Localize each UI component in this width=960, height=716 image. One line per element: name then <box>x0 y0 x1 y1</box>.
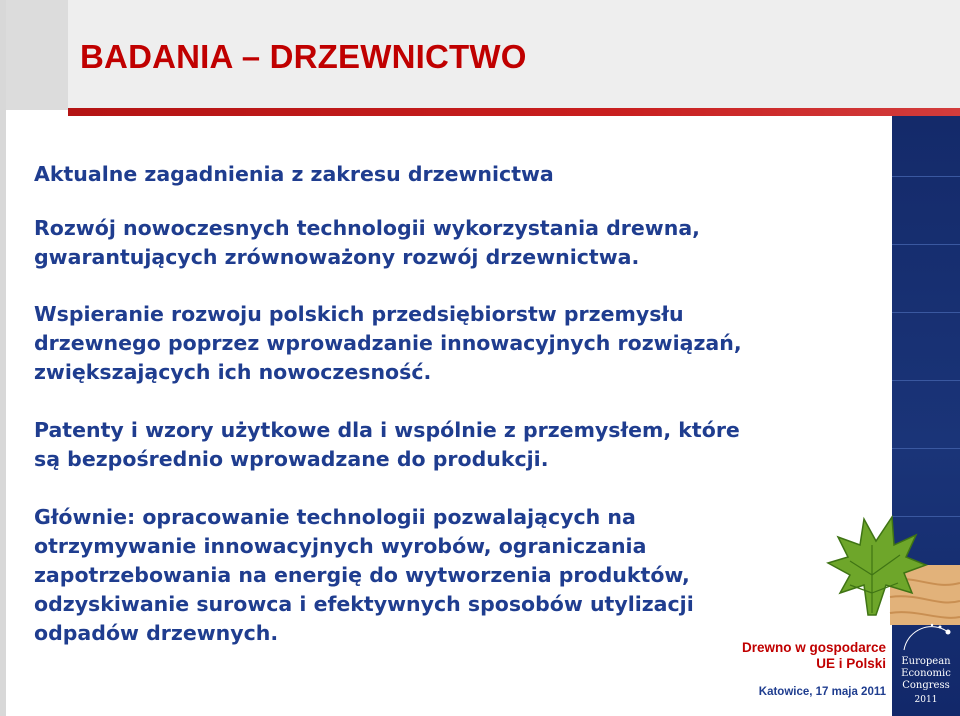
maple-leaf-wood-image <box>820 505 960 625</box>
header-red-rule <box>68 108 960 116</box>
panel-line <box>892 244 960 245</box>
eec-logo <box>894 622 958 714</box>
logo-line-3: Congress <box>902 680 950 691</box>
panel-line <box>892 312 960 313</box>
panel-line <box>892 380 960 381</box>
event-date: Katowice, 17 maja 2011 <box>758 686 886 698</box>
event-name <box>694 640 886 672</box>
event-line-1: Drewno w gospodarce <box>741 640 886 655</box>
panel-line <box>892 448 960 449</box>
event-line-2: UE i Polski <box>816 656 886 671</box>
header-corner-box <box>6 0 68 110</box>
stars-arc-icon <box>894 622 958 652</box>
logo-line-2: Economic <box>901 668 951 679</box>
paragraph-1: Aktualne zagadnienia z zakresu drzewnictwa <box>34 162 554 186</box>
slide-title: BADANIA – DRZEWNICTWO <box>80 38 527 75</box>
logo-year: 2011 <box>914 695 938 705</box>
panel-line <box>892 176 960 177</box>
paragraph-3: Wspieranie rozwoju polskich przedsiębiorstw przemysłu drzewnego poprzez wprowadzanie innowacyjnych rozwiązań, zwiększających ich nowoczesność. <box>34 302 742 384</box>
paragraph-4: Patenty i wzory użytkowe dla i wspólnie z przemysłem, które są bezpośrednio wprowadzane do produkcji. <box>34 418 740 471</box>
paragraph-2: Rozwój nowoczesnych technologii wykorzystania drewna, gwarantujących zrównoważony rozwój drzewnictwa. <box>34 216 700 269</box>
paragraph-5: Głównie: opracowanie technologii pozwalających na otrzymywanie innowacyjnych wyrobów, ograniczania zapotrzebowania na energię do wytworzenia produktów, odzyskiwanie surowca i efektywnych sposobów utylizacji odpadów drzewnych. <box>34 505 694 645</box>
logo-line-1: European <box>901 656 951 667</box>
